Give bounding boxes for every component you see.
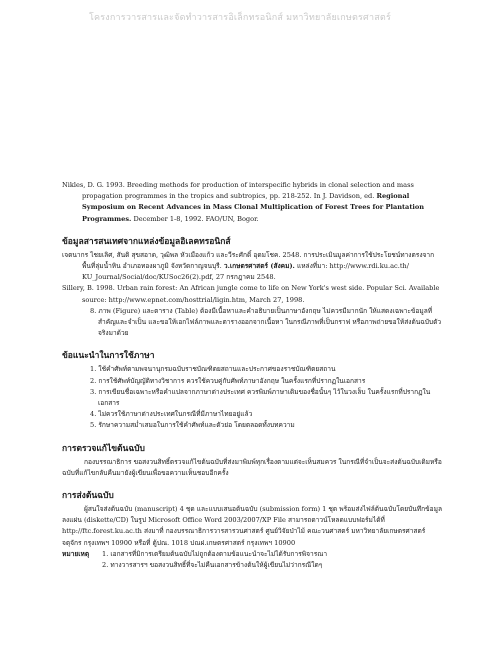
section-heading-submission: การส่งต้นฉบับ: [62, 491, 114, 502]
section-heading-online-sources: ข้อมูลสารสนเทศจากแหล่งข้อมูลอิเลคทรอนิกส์: [62, 236, 231, 247]
reference-online-thai: [62, 250, 444, 284]
ref-text: เจตนากร ไชยเลิศ, สันติ สุขสอาด, วุฒิพล หัวเมืองแก้ว และวีระศักดิ์ อุดมโชค. 2548. การประเมินมูลค่าการใช้ประโยชน์ทางตรงจากพื้นที่ลุ่มน้ำหิน อำเภอทองผาภูมิ จังหวัดกาญจนบุรี.: [62, 250, 435, 271]
guideline-item-8: 8. ภาพ (Figure) และตาราง (Table) ต้องมีเนื้อหาและคำอธิบายเป็นภาษาอังกฤษ ไม่ควรมีมากนัก ให้แสดงเฉพาะข้อมูลที่สำคัญและจำเป็น และขอให้เอกไฟล์ภาพและตารางออกจากเนื้อหา ในกรณีภาพที่เป็นกราฟ หรือภาพถ่ายขอให้ส่งต้นฉบับตัวจริงมาด้วย: [90, 306, 442, 338]
ref-text: Nikles, D. G. 1993. Breeding methods for production of interspecific hybrids in clonal selection and mass propagation programmes in the tropics and subtropics, pp. 218-252. In J. Davidson, ed.: [62, 181, 414, 201]
language-item: 4. ไม่ควรใช้ภาษาต่างประเทศในกรณีที่มีภาษาไทยอยู่แล้ว: [90, 410, 253, 419]
ref-text: December 1-8, 1992. FAO/UN, Bogor.: [131, 214, 259, 223]
ref-journal: ว.เกษตรศาสตร์ (สังคม).: [223, 262, 295, 271]
language-item: 1. ใช้คำศัพท์ตามพจนานุกรมฉบับราชบัณฑิตยสถานและประกาศของราชบัณฑิตยสถาน: [90, 365, 336, 374]
note-item: 2. ทางวารสารฯ ขอสงวนสิทธิ์ที่จะไม่คืนเอกสารข้างต้นให้ผู้เขียนไม่ว่ากรณีใดๆ: [102, 561, 323, 570]
language-item: 2. การใช้ศัพท์บัญญัติทางวิชาการ ควรใช้ควบคู่กับศัพท์ภาษาอังกฤษ ในครั้งแรกที่ปรากฏในเอกสาร: [90, 376, 366, 385]
submission-paragraph: ผู้สนใจส่งต้นฉบับ (manuscript) 4 ชุด และแบบเสนอต้นฉบับ (submission form) 1 ชุด พร้อมส่งไฟล์ต้นฉบับโดยบันทึกข้อมูลลงแผ่น (diskette/CD) ในรูป Microsoft Office Word 2003/2007/XP File สามารถดาวน์โหลดแบบฟอร์มได้ที่ http://ftc.forest.ku.ac.th ส่งมาที่ กองบรรณาธิการวารสารวนศาสตร์ ศูนย์วิจัยป่าไม้ คณะวนศาสตร์ มหาวิทยาลัยเกษตรศาสตร์ จตุจักร กรุงเทพฯ 10900 หรือที่ ตู้ปณ. 1018 ปณฝ.เกษตรศาสตร์ กรุงเทพฯ 10900: [62, 505, 442, 547]
content-area: [62, 180, 444, 571]
editing-paragraph: กองบรรณาธิการ ขอสงวนสิทธิ์ตรวจแก้ไขต้นฉบับที่ส่งมาพิมพ์ทุกเรื่องตามแต่จะเห็นสมควร ในกรณีที่จำเป็นจะส่งต้นฉบับเดิมหรือฉบับที่แก้ไขกลับคืนมายังผู้เขียนเพื่อขอความเห็นชอบอีกครั้ง: [62, 457, 442, 477]
note-label: หมายเหตุ: [62, 549, 90, 558]
note-items: [102, 549, 444, 571]
note-item: 1. เอกสารที่มิการเตรียมต้นฉบับไม่ถูกต้องตามข้อแนะนำจะไม่ได้รับการพิจารณา: [102, 549, 328, 558]
ref-text: Sillery, B. 1998. Urban rain forest: An African jungle come to life on New York's west side. Popular Sci. Available source: http://www.epnet.com/hosttrial/ligin.htm, March 27, 1998.: [62, 284, 440, 304]
reference-nikles: [62, 180, 444, 225]
reference-online-sillery: [62, 283, 444, 305]
ref-text: แหล่งที่มา: http://www.rdi.ku.ac.th/ KU_Journal/Social/doc/KUSoc26(2).pdf, 27 กรกฎาคม 2548.: [82, 262, 409, 282]
running-header: โครงการวารสารและจัดทำวารสารอิเล็กทรอนิกส์ มหาวิทยาลัยเกษตรศาสตร์: [89, 13, 391, 23]
ref-title: Regional Symposium on Recent Advances in Mass Clonal Multiplication of Forest Trees for Plantation Programmes.: [82, 192, 425, 223]
section-heading-editing: การตรวจแก้ไขต้นฉบับ: [62, 443, 145, 454]
language-item: 5. รักษาความสม่ำเสมอในการใช้คำศัพท์และตัวย่อ โดยตลอดทั้งบทความ: [90, 421, 295, 430]
language-item: 3. การเขียนชื่อเฉพาะหรือคำแปลจากภาษาต่างประเทศ ควรพิมพ์ภาษาเดิมของชื่อนั้นๆ ไว้ในวงเล็บ ในครั้งแรกที่ปรากฏในเอกสาร: [90, 387, 431, 408]
section-heading-language: ข้อแนะนำในการใช้ภาษา: [62, 351, 155, 362]
note-block: [62, 549, 444, 571]
